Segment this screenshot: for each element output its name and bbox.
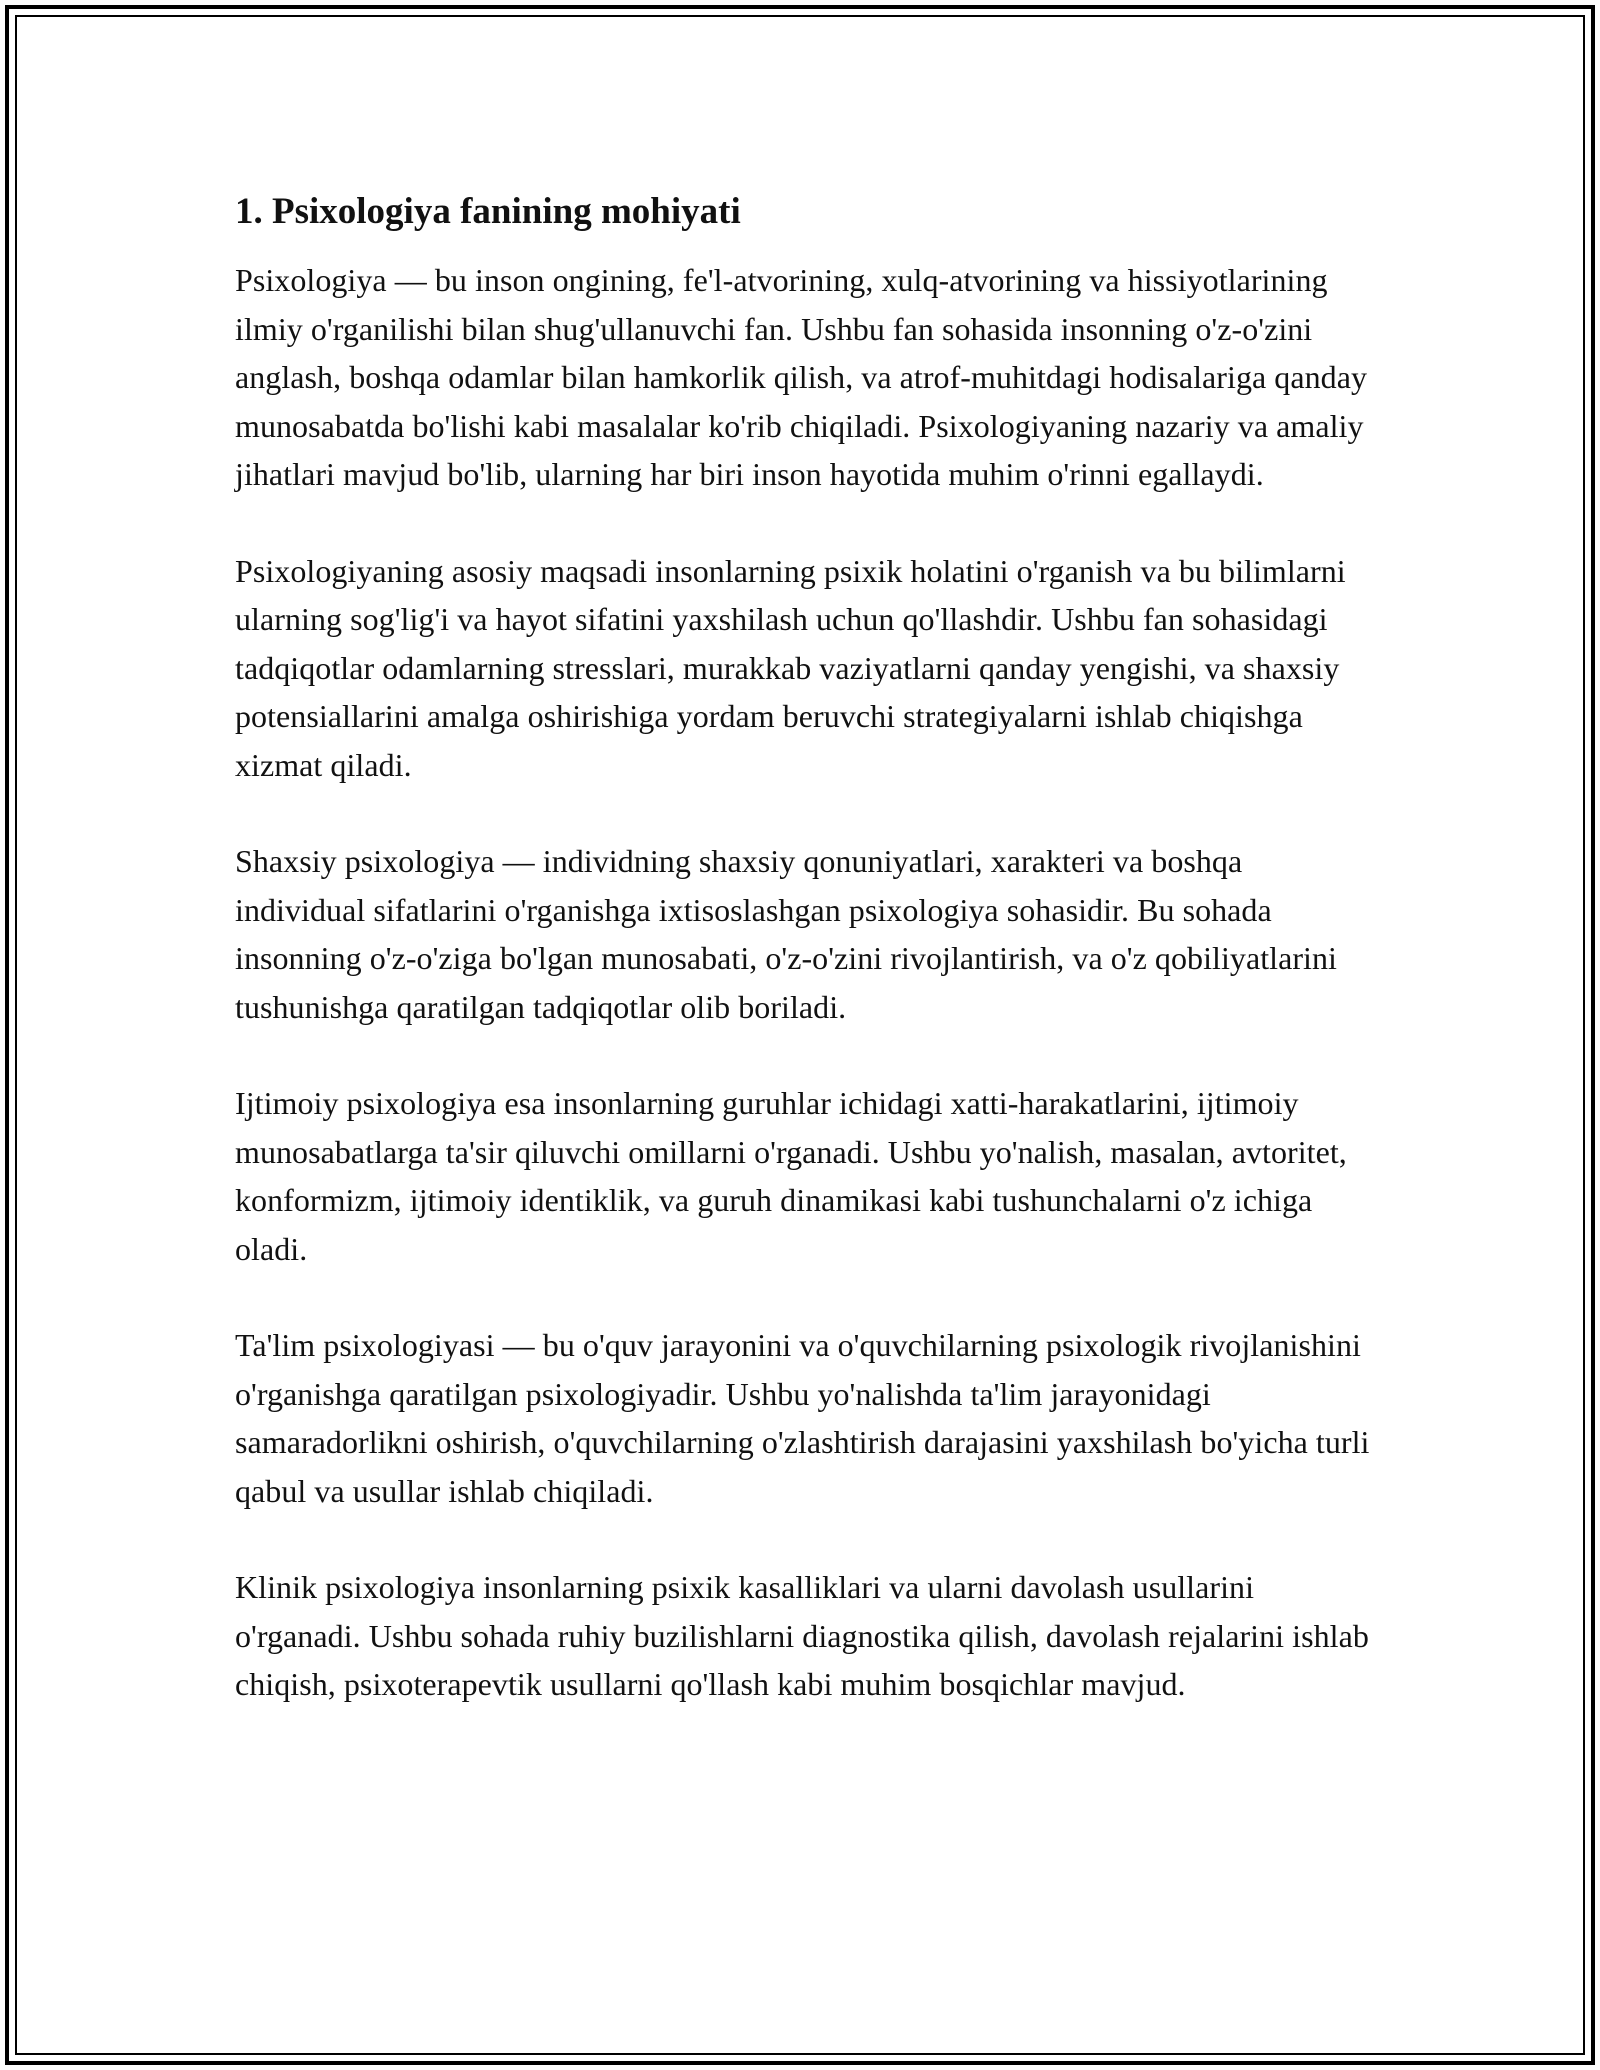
paragraph-social-psychology: Ijtimoiy psixologiya esa insonlarning guruhlar ichidagi xatti-harakatlarini, ijtimoiy munosabatlarga ta'sir qiluvchi omillarni o'rganadi. Ushbu yo'nalish, masalan, avtoritet, konformizm, ijtimoiy identiklik, va guruh dinamikasi kabi tushunchalarni o'z ichiga oladi.: [235, 1085, 1347, 1267]
section-heading: 1. Psixologiya fanining mohiyati: [235, 191, 741, 232]
paragraph-definition: Psixologiya — bu inson ongining, fe'l-atvorining, xulq-atvorining va hissiyotlarining ilmiy o'rganilishi bilan shug'ullanuvchi fan. Ushbu fan sohasida insonning o'z-o'zini anglash, boshqa odamlar bilan hamkorlik qilish, va atrof-muhitdagi hodisalariga qanday munosabatda bo'lishi kabi masalalar ko'rib chiqiladi. Psixologiyaning nazariy va amaliy jihatlari mavjud bo'lib, ularning har biri inson hayotida muhim o'rinni egallaydi.: [235, 262, 1368, 492]
paragraph-personal-psychology: Shaxsiy psixologiya — individning shaxsiy qonuniyatlari, xarakteri va boshqa individual sifatlarini o'rganishga ixtisoslashgan psixologiya sohasidir. Bu sohada insonning o'z-o'ziga bo'lgan munosabati, o'z-o'zini rivojlantirish, va o'z qobiliyatlarini tushunishga qaratilgan tadqiqotlar olib boriladi.: [235, 843, 1337, 1025]
paragraph-clinical-psychology: Klinik psixologiya insonlarning psixik kasalliklari va ularni davolash usullarini o'rganadi. Ushbu sohada ruhiy buzilishlarni diagnostika qilish, davolash rejalarini ishlab chiqish, psixoterapevtik usullarni qo'llash kabi muhim bosqichlar mavjud.: [235, 1569, 1369, 1702]
paragraph-main-goal: Psixologiyaning asosiy maqsadi insonlarning psixik holatini o'rganish va bu bilimlarni ularning sog'lig'i va hayot sifatini yaxshilash uchun qo'llashdir. Ushbu fan sohasidagi tadqiqotlar odamlarning stresslari, murakkab vaziyatlarni qanday yengishi, va shaxsiy potensiallarini amalga oshirishiga yordam beruvchi strategiyalarni ishlab chiqishga xizmat qiladi.: [235, 552, 1346, 783]
paragraph-educational-psychology: Ta'lim psixologiyasi — bu o'quv jarayonini va o'quvchilarning psixologik rivojlanishini o'rganishga qaratilgan psixologiyadir. Ushbu yo'nalishda ta'lim jarayonidagi samaradorlikni oshirish, o'quvchilarning o'zlashtirish darajasini yaxshilash bo'yicha turli qabul va usullar ishlab chiqiladi.: [235, 1327, 1370, 1509]
document-body: [235, 188, 1375, 1709]
